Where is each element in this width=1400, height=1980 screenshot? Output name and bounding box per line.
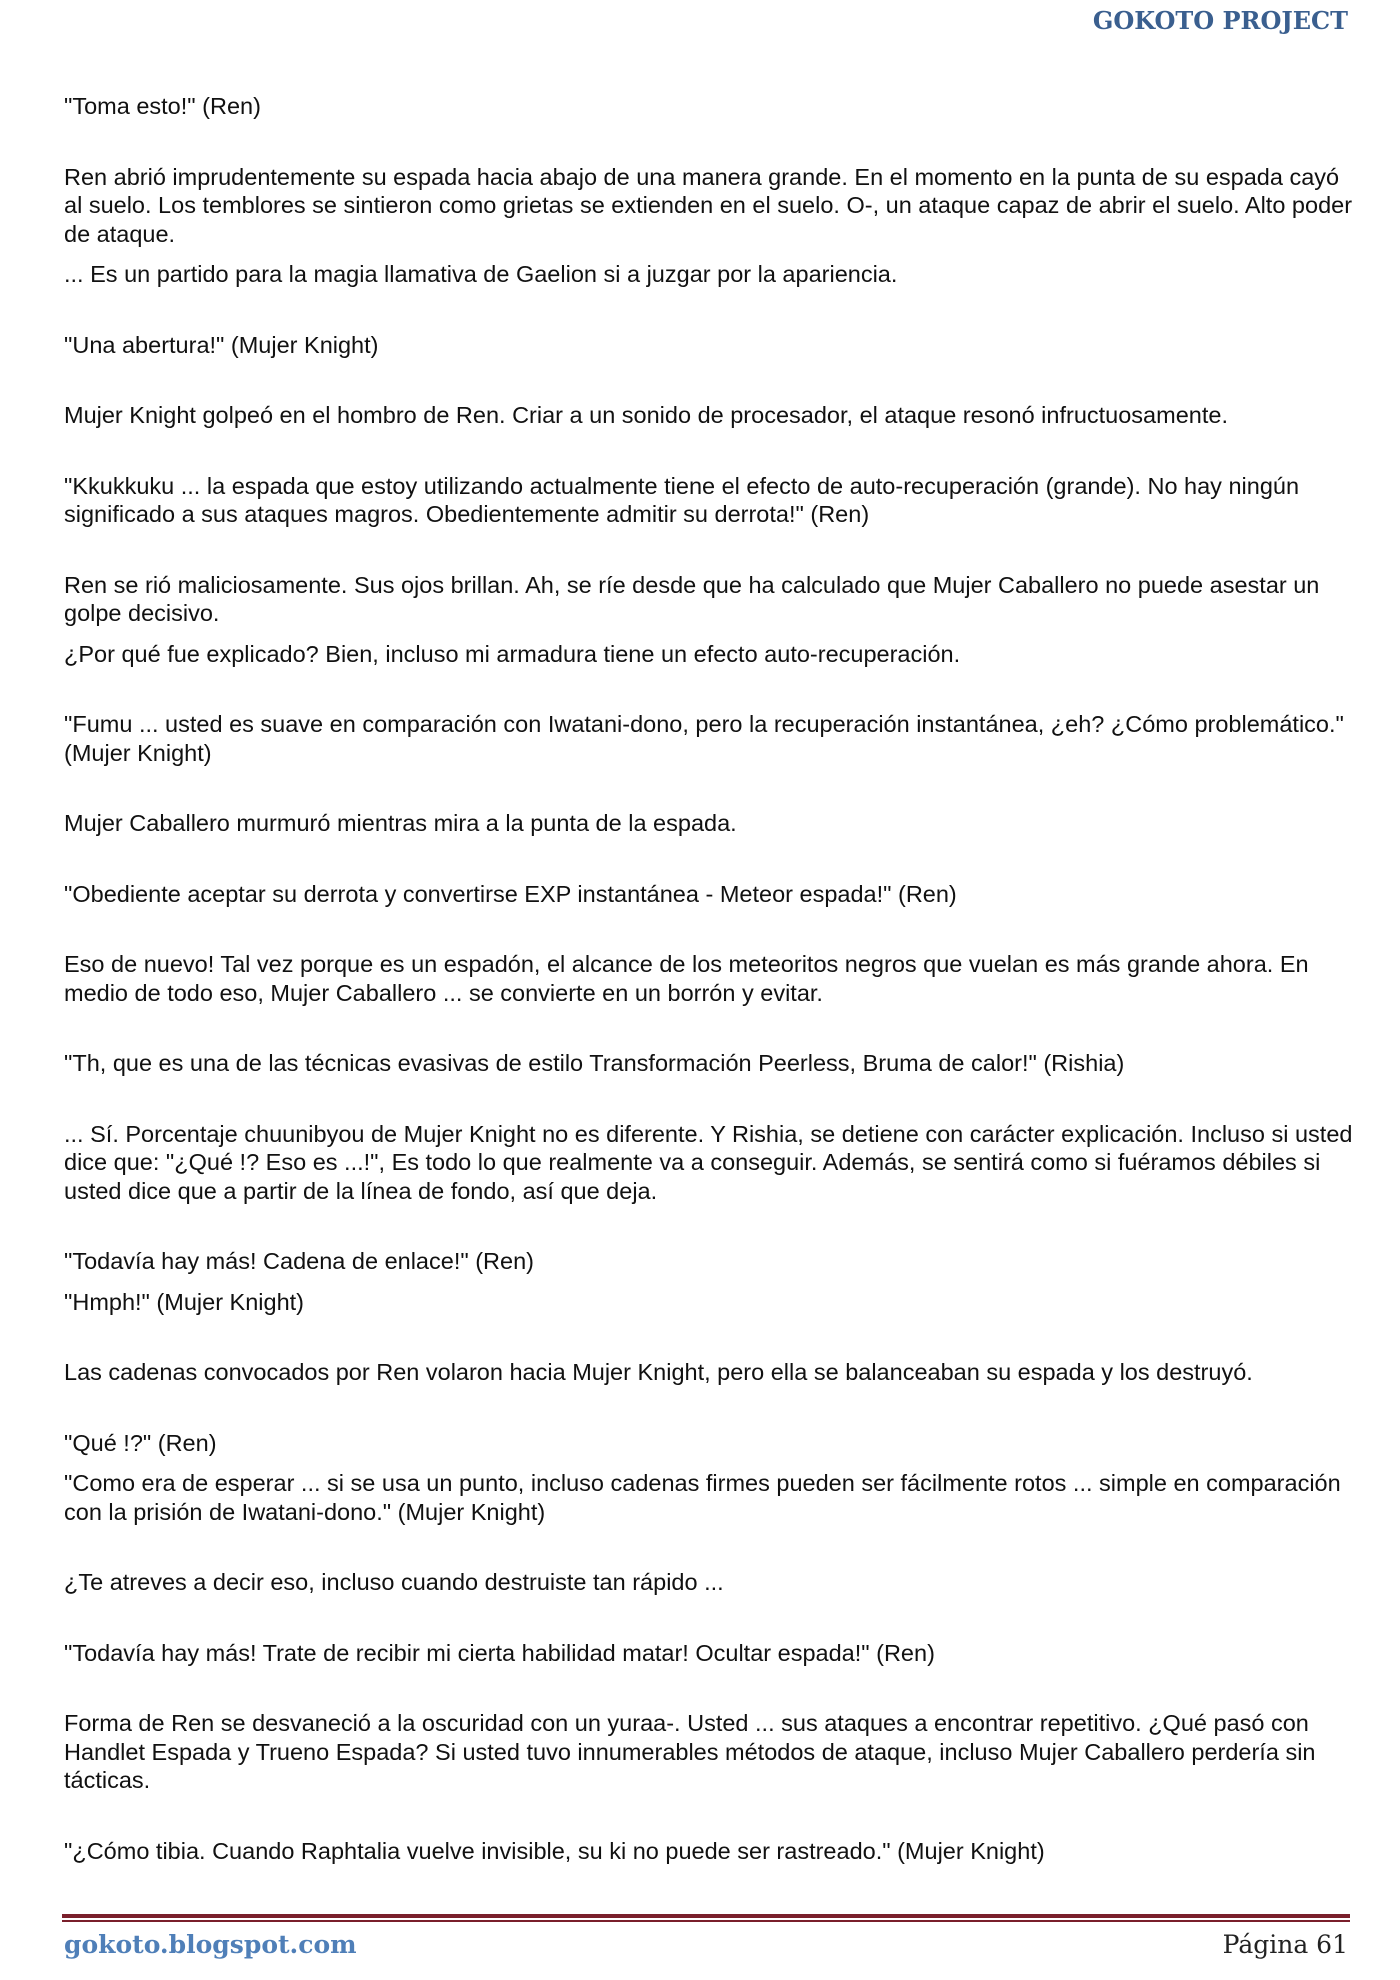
paragraph: "Kkukkuku ... la espada que estoy utilizando actualmente tiene el efecto de auto-recuperación (grande). No hay ningún significado a sus ataques magros. Obedientemente admitir su derrota!" (Ren) — [64, 472, 1300, 527]
paragraph: "Todavía hay más! Trate de recibir mi cierta habilidad matar! Ocultar espada!" (Ren) — [64, 1639, 935, 1666]
header-brand: GOKOTO PROJECT — [1092, 6, 1348, 35]
footer-site-link[interactable]: gokoto.blogspot.com — [64, 1930, 357, 1959]
paragraph: "¿Cómo tibia. Cuando Raphtalia vuelve invisible, su ki no puede ser rastreado." (Mujer Knight) — [64, 1837, 1045, 1864]
paragraph: ¿Te atreves a decir eso, incluso cuando destruiste tan rápido ... — [64, 1569, 724, 1595]
paragraph: Ren se rió maliciosamente. Sus ojos brillan. Ah, se ríe desde que ha calculado que Mujer Caballero no puede asestar un golpe decisivo. — [64, 571, 1320, 626]
footer-divider-thick — [62, 1914, 1350, 1918]
footer-page-number: Página 61 — [1222, 1930, 1348, 1959]
footer-divider-thin — [62, 1920, 1350, 1922]
paragraph: Forma de Ren se desvaneció a la oscuridad con un yuraa-. Usted ... sus ataques a encontrar repetitivo. ¿Qué pasó con Handlet Espada y Trueno Espada? Si usted tuvo innumerables métodos de ataque, incluso Mujer Caballero perdería sin tácticas. — [64, 1710, 1316, 1793]
paragraph: "Toma esto!" (Ren) — [64, 93, 261, 119]
paragraph: "Obediente aceptar su derrota y convertirse EXP instantánea - Meteor espada!" (Ren) — [64, 880, 957, 907]
page-body — [64, 92, 1354, 1865]
paragraph: ... Es un partido para la magia llamativa de Gaelion si a juzgar por la apariencia. — [64, 261, 898, 287]
paragraph: "Th, que es una de las técnicas evasivas de estilo Transformación Peerless, Bruma de calor!" (Rishia) — [64, 1050, 1125, 1076]
paragraph: "Todavía hay más! Cadena de enlace!" (Ren) — [64, 1248, 534, 1274]
paragraph: ... Sí. Porcentaje chuunibyou de Mujer Knight no es diferente. Y Rishia, se detiene con carácter explicación. Incluso si usted dice que: "¿Qué !? Eso es ...!", Es todo lo que realmente va a conseguir. Además, se sentirá como si fuéramos débiles si usted dice que a partir de la línea de fondo, así que deja. — [64, 1120, 1353, 1204]
paragraph: "Fumu ... usted es suave en comparación con Iwatani-dono, pero la recuperación instantánea, ¿eh? ¿Cómo problemático." (Mujer Knight) — [64, 711, 1344, 766]
paragraph: "Qué !?" (Ren) — [64, 1429, 217, 1456]
paragraph: Eso de nuevo! Tal vez porque es un espadón, el alcance de los meteoritos negros que vuelan es más grande ahora. En medio de todo eso, Mujer Caballero ... se convierte en un borrón y evitar. — [64, 951, 1309, 1006]
paragraph: "Como era de esperar ... si se usa un punto, incluso cadenas firmes pueden ser fácilmente rotos ... simple en comparación con la prisión de Iwatani-dono." (Mujer Knight) — [64, 1470, 1341, 1525]
paragraph: "Hmph!" (Mujer Knight) — [64, 1288, 305, 1315]
paragraph: ¿Por qué fue explicado? Bien, incluso mi armadura tiene un efecto auto-recuperación. — [64, 640, 961, 667]
paragraph: Mujer Knight golpeó en el hombro de Ren. Criar a un sonido de procesador, el ataque resonó infructuosamente. — [64, 402, 1228, 428]
paragraph: Las cadenas convocados por Ren volaron hacia Mujer Knight, pero ella se balanceaban su espada y los destruyó. — [64, 1359, 1253, 1385]
paragraph: "Una abertura!" (Mujer Knight) — [64, 331, 379, 358]
paragraph: Ren abrió imprudentemente su espada hacia abajo de una manera grande. En el momento en la punta de su espada cayó al suelo. Los temblores se sintieron como grietas se extienden en el suelo. O-, un ataque capaz de abrir el suelo. Alto poder de ataque. — [64, 163, 1353, 247]
paragraph: Mujer Caballero murmuró mientras mira a la punta de la espada. — [64, 810, 737, 836]
